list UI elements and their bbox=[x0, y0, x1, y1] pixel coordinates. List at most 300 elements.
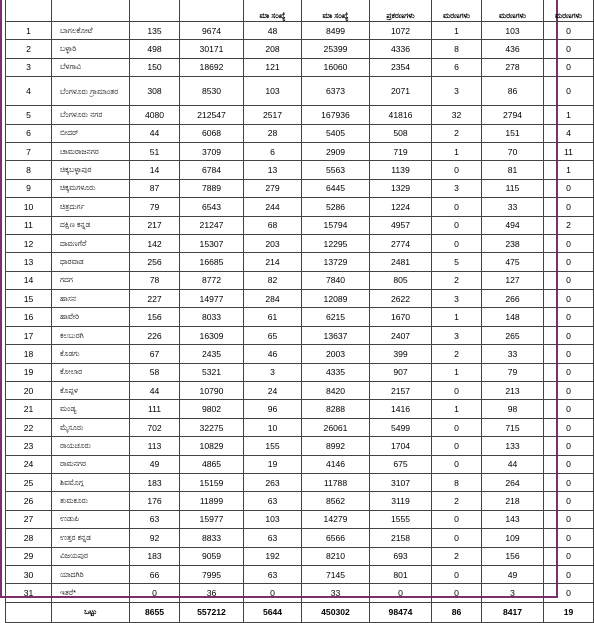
table-row bbox=[6, 142, 594, 160]
table-row bbox=[6, 124, 594, 142]
table-row bbox=[6, 547, 594, 565]
value-cell-c6: 3 bbox=[432, 326, 482, 344]
row-number: 17 bbox=[6, 326, 52, 344]
value-cell-c8: 0 bbox=[544, 363, 594, 381]
value-cell-c3: 61 bbox=[244, 308, 302, 326]
header-cell-7: ಮರಣಗಳು bbox=[482, 0, 544, 22]
district-name: ಉತ್ತರ ಕನ್ನಡ bbox=[52, 529, 130, 547]
table-row bbox=[6, 437, 594, 455]
value-cell-c8: 0 bbox=[544, 400, 594, 418]
district-name: ಬಾಗಲಕೋಟೆ bbox=[52, 22, 130, 40]
value-cell-c7: 70 bbox=[482, 142, 544, 160]
value-cell-c6: 0 bbox=[432, 565, 482, 583]
value-cell-c7: 218 bbox=[482, 492, 544, 510]
district-name: ತುಮಕೂರು bbox=[52, 492, 130, 510]
table-row bbox=[6, 455, 594, 473]
row-number: 24 bbox=[6, 455, 52, 473]
value-cell-c2: 6068 bbox=[180, 124, 244, 142]
total-cell-c7: 8417 bbox=[482, 602, 544, 622]
value-cell-c7: 266 bbox=[482, 290, 544, 308]
district-name: ದಾವಣಗೆರೆ bbox=[52, 234, 130, 252]
value-cell-c8: 0 bbox=[544, 271, 594, 289]
value-cell-c3: 103 bbox=[244, 510, 302, 528]
table-row bbox=[6, 40, 594, 58]
district-name: ಬೆಂಗಳೂರು ಗ್ರಾಮಾಂತರ bbox=[52, 77, 130, 106]
value-cell-c1: 183 bbox=[130, 473, 180, 491]
row-number: 13 bbox=[6, 253, 52, 271]
table-row bbox=[6, 58, 594, 76]
value-cell-c6: 32 bbox=[432, 106, 482, 124]
table-row bbox=[6, 216, 594, 234]
header-cell-1 bbox=[130, 0, 180, 22]
district-name: ವಿಜಯಪುರ bbox=[52, 547, 130, 565]
district-name: ಗದಗ bbox=[52, 271, 130, 289]
total-cell-c5: 98474 bbox=[370, 602, 432, 622]
value-cell-c7: 98 bbox=[482, 400, 544, 418]
value-cell-c4: 13637 bbox=[302, 326, 370, 344]
value-cell-c3: 103 bbox=[244, 77, 302, 106]
value-cell-c2: 36 bbox=[180, 584, 244, 602]
table-row bbox=[6, 161, 594, 179]
value-cell-c1: 156 bbox=[130, 308, 180, 326]
header-cell-8: ಮರಣಗಳು bbox=[544, 0, 594, 22]
value-cell-c2: 10829 bbox=[180, 437, 244, 455]
value-cell-c8: 0 bbox=[544, 492, 594, 510]
table-row bbox=[6, 584, 594, 602]
row-number: 2 bbox=[6, 40, 52, 58]
value-cell-c8: 4 bbox=[544, 124, 594, 142]
total-cell-c4: 450302 bbox=[302, 602, 370, 622]
value-cell-c7: 151 bbox=[482, 124, 544, 142]
value-cell-c4: 12295 bbox=[302, 234, 370, 252]
table-row bbox=[6, 326, 594, 344]
value-cell-c5: 719 bbox=[370, 142, 432, 160]
total-blank-cell bbox=[6, 602, 52, 622]
row-number: 21 bbox=[6, 400, 52, 418]
value-cell-c5: 675 bbox=[370, 455, 432, 473]
district-name: ಮಂಡ್ಯ bbox=[52, 400, 130, 418]
value-cell-c2: 14977 bbox=[180, 290, 244, 308]
value-cell-c7: 2794 bbox=[482, 106, 544, 124]
value-cell-c4: 8499 bbox=[302, 22, 370, 40]
value-cell-c7: 715 bbox=[482, 418, 544, 436]
value-cell-c2: 8833 bbox=[180, 529, 244, 547]
value-cell-c4: 8420 bbox=[302, 382, 370, 400]
value-cell-c1: 44 bbox=[130, 124, 180, 142]
value-cell-c1: 67 bbox=[130, 345, 180, 363]
value-cell-c7: 49 bbox=[482, 565, 544, 583]
value-cell-c6: 2 bbox=[432, 492, 482, 510]
row-number: 27 bbox=[6, 510, 52, 528]
district-name: ಚಿತ್ರದುರ್ಗ bbox=[52, 198, 130, 216]
value-cell-c6: 0 bbox=[432, 529, 482, 547]
value-cell-c3: 192 bbox=[244, 547, 302, 565]
value-cell-c3: 63 bbox=[244, 492, 302, 510]
value-cell-c8: 0 bbox=[544, 234, 594, 252]
value-cell-c7: 436 bbox=[482, 40, 544, 58]
row-number: 3 bbox=[6, 58, 52, 76]
value-cell-c6: 0 bbox=[432, 161, 482, 179]
row-number: 7 bbox=[6, 142, 52, 160]
table-row bbox=[6, 253, 594, 271]
header-row bbox=[6, 0, 594, 22]
value-cell-c5: 4957 bbox=[370, 216, 432, 234]
value-cell-c5: 4336 bbox=[370, 40, 432, 58]
value-cell-c4: 2909 bbox=[302, 142, 370, 160]
value-cell-c8: 0 bbox=[544, 455, 594, 473]
district-name: ಬೆಳಗಾವಿ bbox=[52, 58, 130, 76]
value-cell-c3: 284 bbox=[244, 290, 302, 308]
value-cell-c3: 68 bbox=[244, 216, 302, 234]
value-cell-c7: 103 bbox=[482, 22, 544, 40]
total-cell-c3: 5644 bbox=[244, 602, 302, 622]
district-name: ಮೈಸೂರು bbox=[52, 418, 130, 436]
value-cell-c7: 265 bbox=[482, 326, 544, 344]
value-cell-c8: 0 bbox=[544, 58, 594, 76]
value-cell-c7: 33 bbox=[482, 345, 544, 363]
value-cell-c2: 18692 bbox=[180, 58, 244, 76]
district-name: ಬಳ್ಳಾರಿ bbox=[52, 40, 130, 58]
value-cell-c5: 1072 bbox=[370, 22, 432, 40]
value-cell-c3: 3 bbox=[244, 363, 302, 381]
value-cell-c1: 142 bbox=[130, 234, 180, 252]
district-name: ರಾಯಚೂರು bbox=[52, 437, 130, 455]
value-cell-c7: 143 bbox=[482, 510, 544, 528]
value-cell-c4: 33 bbox=[302, 584, 370, 602]
value-cell-c4: 167936 bbox=[302, 106, 370, 124]
value-cell-c8: 1 bbox=[544, 106, 594, 124]
value-cell-c3: 2517 bbox=[244, 106, 302, 124]
header-cell-4: ಮಾ ಸಂಖ್ಯೆ bbox=[302, 0, 370, 22]
value-cell-c2: 16309 bbox=[180, 326, 244, 344]
value-cell-c3: 48 bbox=[244, 22, 302, 40]
table-row bbox=[6, 290, 594, 308]
value-cell-c5: 907 bbox=[370, 363, 432, 381]
value-cell-c1: 78 bbox=[130, 271, 180, 289]
value-cell-c6: 0 bbox=[432, 584, 482, 602]
value-cell-c5: 2071 bbox=[370, 77, 432, 106]
value-cell-c3: 46 bbox=[244, 345, 302, 363]
value-cell-c2: 15159 bbox=[180, 473, 244, 491]
value-cell-c8: 0 bbox=[544, 547, 594, 565]
value-cell-c6: 2 bbox=[432, 271, 482, 289]
value-cell-c5: 399 bbox=[370, 345, 432, 363]
value-cell-c4: 8288 bbox=[302, 400, 370, 418]
row-number: 31 bbox=[6, 584, 52, 602]
district-name: ಚಿಕ್ಕಬಳ್ಳಾಪುರ bbox=[52, 161, 130, 179]
value-cell-c4: 7145 bbox=[302, 565, 370, 583]
value-cell-c3: 279 bbox=[244, 179, 302, 197]
value-cell-c1: 183 bbox=[130, 547, 180, 565]
value-cell-c4: 14279 bbox=[302, 510, 370, 528]
value-cell-c7: 494 bbox=[482, 216, 544, 234]
value-cell-c2: 9059 bbox=[180, 547, 244, 565]
value-cell-c8: 0 bbox=[544, 179, 594, 197]
value-cell-c4: 15794 bbox=[302, 216, 370, 234]
row-number: 14 bbox=[6, 271, 52, 289]
row-number: 5 bbox=[6, 106, 52, 124]
district-name: ಕೊಡಗು bbox=[52, 345, 130, 363]
value-cell-c4: 25399 bbox=[302, 40, 370, 58]
value-cell-c1: 63 bbox=[130, 510, 180, 528]
value-cell-c4: 6215 bbox=[302, 308, 370, 326]
value-cell-c2: 9674 bbox=[180, 22, 244, 40]
value-cell-c5: 1329 bbox=[370, 179, 432, 197]
value-cell-c7: 213 bbox=[482, 382, 544, 400]
value-cell-c7: 475 bbox=[482, 253, 544, 271]
row-number: 1 bbox=[6, 22, 52, 40]
value-cell-c4: 26061 bbox=[302, 418, 370, 436]
header-cell-district bbox=[52, 0, 130, 22]
value-cell-c1: 226 bbox=[130, 326, 180, 344]
row-number: 12 bbox=[6, 234, 52, 252]
value-cell-c4: 8992 bbox=[302, 437, 370, 455]
value-cell-c8: 0 bbox=[544, 565, 594, 583]
header-cell-3: ಮಾ ಸಂಖ್ಯೆ bbox=[244, 0, 302, 22]
value-cell-c7: 115 bbox=[482, 179, 544, 197]
value-cell-c8: 0 bbox=[544, 510, 594, 528]
value-cell-c2: 2435 bbox=[180, 345, 244, 363]
row-number: 16 bbox=[6, 308, 52, 326]
value-cell-c2: 4865 bbox=[180, 455, 244, 473]
value-cell-c1: 702 bbox=[130, 418, 180, 436]
table-row bbox=[6, 382, 594, 400]
value-cell-c1: 111 bbox=[130, 400, 180, 418]
value-cell-c1: 0 bbox=[130, 584, 180, 602]
value-cell-c4: 5405 bbox=[302, 124, 370, 142]
table-row bbox=[6, 345, 594, 363]
header-cell-5: ಪ್ರಕರಣಗಳು bbox=[370, 0, 432, 22]
row-number: 30 bbox=[6, 565, 52, 583]
row-number: 20 bbox=[6, 382, 52, 400]
value-cell-c1: 79 bbox=[130, 198, 180, 216]
value-cell-c3: 13 bbox=[244, 161, 302, 179]
value-cell-c2: 15307 bbox=[180, 234, 244, 252]
row-number: 6 bbox=[6, 124, 52, 142]
value-cell-c4: 2003 bbox=[302, 345, 370, 363]
value-cell-c6: 3 bbox=[432, 77, 482, 106]
value-cell-c3: 24 bbox=[244, 382, 302, 400]
value-cell-c8: 0 bbox=[544, 473, 594, 491]
header-cell-no bbox=[6, 0, 52, 22]
row-number: 15 bbox=[6, 290, 52, 308]
value-cell-c6: 1 bbox=[432, 400, 482, 418]
value-cell-c3: 263 bbox=[244, 473, 302, 491]
value-cell-c6: 3 bbox=[432, 179, 482, 197]
row-number: 23 bbox=[6, 437, 52, 455]
value-cell-c5: 693 bbox=[370, 547, 432, 565]
value-cell-c4: 5286 bbox=[302, 198, 370, 216]
value-cell-c6: 2 bbox=[432, 124, 482, 142]
value-cell-c6: 1 bbox=[432, 22, 482, 40]
value-cell-c8: 0 bbox=[544, 40, 594, 58]
table-row bbox=[6, 22, 594, 40]
value-cell-c1: 49 bbox=[130, 455, 180, 473]
value-cell-c5: 2158 bbox=[370, 529, 432, 547]
value-cell-c1: 87 bbox=[130, 179, 180, 197]
value-cell-c8: 0 bbox=[544, 22, 594, 40]
value-cell-c7: 81 bbox=[482, 161, 544, 179]
value-cell-c3: 6 bbox=[244, 142, 302, 160]
value-cell-c4: 4335 bbox=[302, 363, 370, 381]
table-row bbox=[6, 234, 594, 252]
value-cell-c8: 0 bbox=[544, 345, 594, 363]
value-cell-c8: 0 bbox=[544, 198, 594, 216]
value-cell-c1: 227 bbox=[130, 290, 180, 308]
total-cell-c8: 19 bbox=[544, 602, 594, 622]
value-cell-c6: 0 bbox=[432, 234, 482, 252]
row-number: 25 bbox=[6, 473, 52, 491]
value-cell-c1: 58 bbox=[130, 363, 180, 381]
value-cell-c3: 63 bbox=[244, 529, 302, 547]
value-cell-c5: 2354 bbox=[370, 58, 432, 76]
value-cell-c5: 1224 bbox=[370, 198, 432, 216]
value-cell-c2: 6784 bbox=[180, 161, 244, 179]
district-data-table bbox=[5, 0, 594, 623]
value-cell-c2: 3709 bbox=[180, 142, 244, 160]
row-number: 8 bbox=[6, 161, 52, 179]
row-number: 11 bbox=[6, 216, 52, 234]
value-cell-c4: 8210 bbox=[302, 547, 370, 565]
value-cell-c7: 148 bbox=[482, 308, 544, 326]
value-cell-c5: 1670 bbox=[370, 308, 432, 326]
value-cell-c3: 208 bbox=[244, 40, 302, 58]
value-cell-c6: 8 bbox=[432, 473, 482, 491]
district-name: ಬೆಂಗಳೂರು ನಗರ bbox=[52, 106, 130, 124]
value-cell-c6: 0 bbox=[432, 455, 482, 473]
value-cell-c6: 1 bbox=[432, 142, 482, 160]
value-cell-c3: 10 bbox=[244, 418, 302, 436]
value-cell-c6: 5 bbox=[432, 253, 482, 271]
value-cell-c1: 14 bbox=[130, 161, 180, 179]
district-name: ಧಾರವಾಡ bbox=[52, 253, 130, 271]
value-cell-c6: 2 bbox=[432, 547, 482, 565]
value-cell-c6: 0 bbox=[432, 216, 482, 234]
value-cell-c2: 6543 bbox=[180, 198, 244, 216]
value-cell-c2: 7889 bbox=[180, 179, 244, 197]
value-cell-c2: 212547 bbox=[180, 106, 244, 124]
value-cell-c3: 203 bbox=[244, 234, 302, 252]
value-cell-c2: 8033 bbox=[180, 308, 244, 326]
value-cell-c1: 113 bbox=[130, 437, 180, 455]
value-cell-c8: 1 bbox=[544, 161, 594, 179]
value-cell-c2: 8530 bbox=[180, 77, 244, 106]
district-name: ಕೊಪ್ಪಳ bbox=[52, 382, 130, 400]
value-cell-c1: 66 bbox=[130, 565, 180, 583]
value-cell-c4: 4146 bbox=[302, 455, 370, 473]
header-cell-2 bbox=[180, 0, 244, 22]
value-cell-c1: 176 bbox=[130, 492, 180, 510]
value-cell-c5: 801 bbox=[370, 565, 432, 583]
value-cell-c3: 214 bbox=[244, 253, 302, 271]
value-cell-c5: 3107 bbox=[370, 473, 432, 491]
value-cell-c4: 6373 bbox=[302, 77, 370, 106]
value-cell-c5: 1555 bbox=[370, 510, 432, 528]
table-row bbox=[6, 179, 594, 197]
value-cell-c2: 16685 bbox=[180, 253, 244, 271]
district-name: ಇತರೆ* bbox=[52, 584, 130, 602]
row-number: 4 bbox=[6, 77, 52, 106]
value-cell-c8: 0 bbox=[544, 418, 594, 436]
value-cell-c1: 256 bbox=[130, 253, 180, 271]
value-cell-c8: 0 bbox=[544, 77, 594, 106]
value-cell-c8: 0 bbox=[544, 326, 594, 344]
value-cell-c6: 0 bbox=[432, 198, 482, 216]
value-cell-c7: 33 bbox=[482, 198, 544, 216]
header-cell-6: ಮರಣಗಳು bbox=[432, 0, 482, 22]
value-cell-c3: 96 bbox=[244, 400, 302, 418]
value-cell-c4: 12089 bbox=[302, 290, 370, 308]
value-cell-c2: 5321 bbox=[180, 363, 244, 381]
value-cell-c8: 0 bbox=[544, 253, 594, 271]
value-cell-c3: 63 bbox=[244, 565, 302, 583]
district-name: ಕೋಲಾರ bbox=[52, 363, 130, 381]
value-cell-c7: 3 bbox=[482, 584, 544, 602]
value-cell-c8: 0 bbox=[544, 290, 594, 308]
district-name: ದಕ್ಷಿಣ ಕನ್ನಡ bbox=[52, 216, 130, 234]
table-row bbox=[6, 529, 594, 547]
row-number: 29 bbox=[6, 547, 52, 565]
row-number: 9 bbox=[6, 179, 52, 197]
value-cell-c5: 0 bbox=[370, 584, 432, 602]
value-cell-c6: 1 bbox=[432, 363, 482, 381]
total-cell-c2: 557212 bbox=[180, 602, 244, 622]
value-cell-c1: 92 bbox=[130, 529, 180, 547]
total-cell-c1: 8655 bbox=[130, 602, 180, 622]
value-cell-c4: 5563 bbox=[302, 161, 370, 179]
table-row bbox=[6, 473, 594, 491]
value-cell-c6: 0 bbox=[432, 510, 482, 528]
value-cell-c5: 5499 bbox=[370, 418, 432, 436]
value-cell-c6: 3 bbox=[432, 290, 482, 308]
district-name: ಹಾಸನ bbox=[52, 290, 130, 308]
value-cell-c8: 0 bbox=[544, 308, 594, 326]
value-cell-c2: 9802 bbox=[180, 400, 244, 418]
table-row bbox=[6, 510, 594, 528]
district-name: ಉಡುಪಿ bbox=[52, 510, 130, 528]
value-cell-c2: 10790 bbox=[180, 382, 244, 400]
value-cell-c3: 19 bbox=[244, 455, 302, 473]
value-cell-c3: 82 bbox=[244, 271, 302, 289]
value-cell-c7: 109 bbox=[482, 529, 544, 547]
row-number: 28 bbox=[6, 529, 52, 547]
value-cell-c7: 133 bbox=[482, 437, 544, 455]
value-cell-c5: 2481 bbox=[370, 253, 432, 271]
value-cell-c6: 0 bbox=[432, 418, 482, 436]
district-name: ಚಾಮರಾಜನಗರ bbox=[52, 142, 130, 160]
total-cell-c6: 86 bbox=[432, 602, 482, 622]
row-number: 10 bbox=[6, 198, 52, 216]
value-cell-c6: 1 bbox=[432, 308, 482, 326]
value-cell-c5: 2157 bbox=[370, 382, 432, 400]
table-row bbox=[6, 198, 594, 216]
table-row bbox=[6, 363, 594, 381]
district-name: ಶಿವಮೊಗ್ಗ bbox=[52, 473, 130, 491]
value-cell-c5: 2407 bbox=[370, 326, 432, 344]
table-row bbox=[6, 106, 594, 124]
value-cell-c2: 15977 bbox=[180, 510, 244, 528]
value-cell-c6: 6 bbox=[432, 58, 482, 76]
value-cell-c6: 0 bbox=[432, 437, 482, 455]
value-cell-c8: 0 bbox=[544, 529, 594, 547]
value-cell-c1: 498 bbox=[130, 40, 180, 58]
value-cell-c7: 156 bbox=[482, 547, 544, 565]
district-name: ರಾಮನಗರ bbox=[52, 455, 130, 473]
value-cell-c2: 11899 bbox=[180, 492, 244, 510]
district-name: ಬೀದರ್ bbox=[52, 124, 130, 142]
value-cell-c5: 1704 bbox=[370, 437, 432, 455]
value-cell-c6: 2 bbox=[432, 345, 482, 363]
